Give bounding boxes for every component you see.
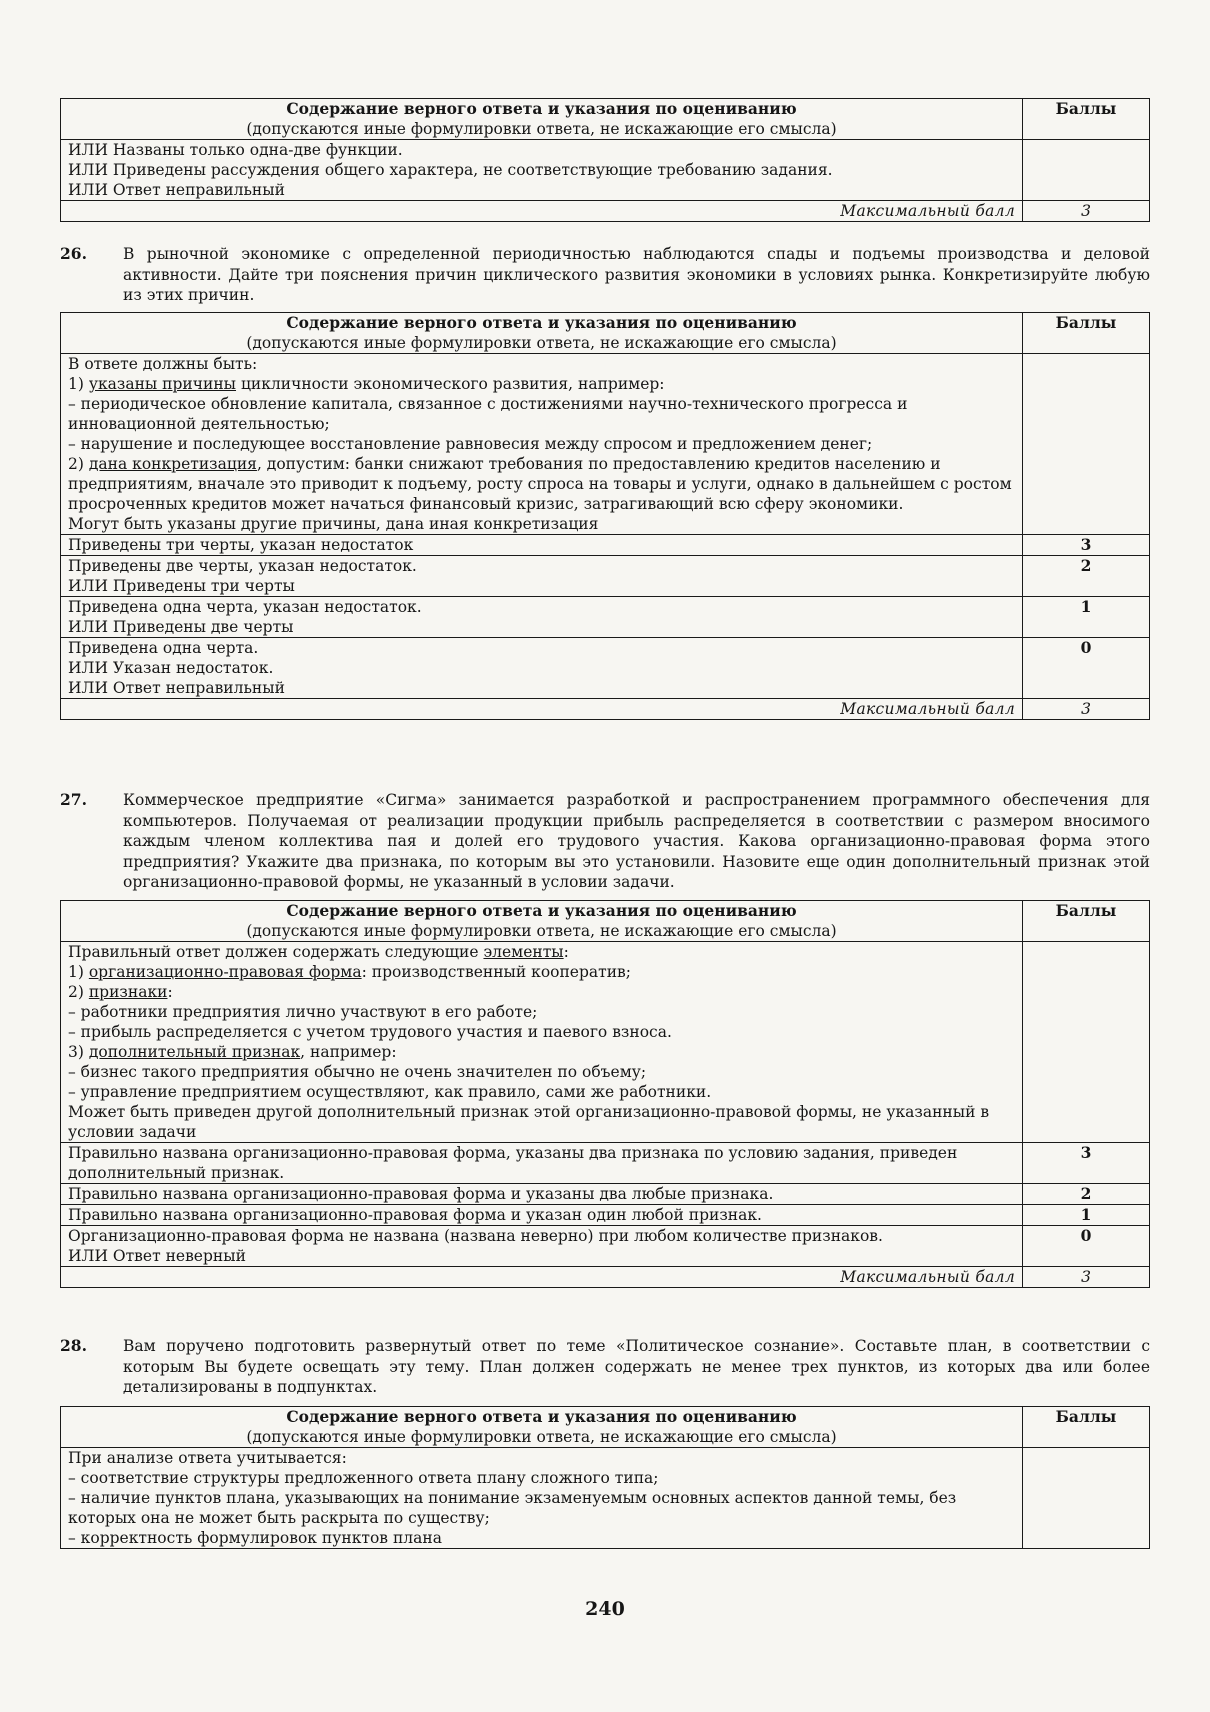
answer-line: 3) дополнительный признак, например: (68, 1043, 397, 1061)
table-header (61, 1407, 1023, 1448)
table-header-title: Содержание верного ответа и указания по оцениванию (286, 1407, 797, 1426)
max-score-value: 3 (1023, 699, 1150, 720)
criteria-line: ИЛИ Приведены рассуждения общего характера, не соответствующие требованию задания. (68, 161, 833, 179)
max-score-label: Максимальный балл (61, 201, 1023, 222)
answer-line: Могут быть указаны другие причины, дана иная конкретизация (68, 515, 599, 533)
score-value: 0 (1023, 1226, 1150, 1267)
task-number: 28. (60, 1336, 87, 1355)
criteria-row: Приведены две черты, указан недостаток. ИЛИ Приведены три черты (61, 556, 1023, 597)
criteria-row (61, 140, 1023, 201)
criteria-row: Правильно названа организационно-правовая форма и указан один любой признак. (61, 1205, 1023, 1226)
answer-line: 2) дана конкретизация, допустим: банки снижают требования по предоставлению кредитов населению и предприятиям, вначале это приводит к подъему, росту спроса на товары и услуги, однако в дальнейшем с ростом просроченных кредитов может начаться финансовый кризис, затрагивающий всю сферу экономики. (68, 455, 1012, 513)
table-header-subtitle: (допускаются иные формулировки ответа, не искажающие его смысла) (246, 120, 837, 138)
table-header-title: Содержание верного ответа и указания по оцениванию (286, 901, 797, 920)
points-column-header: Баллы (1055, 1407, 1117, 1426)
task-text: Коммерческое предприятие «Сигма» занимается разработкой и распространением программного обеспечения для компьютеров. Получаемая от реализации продукции прибыль распределяется в соответствии с размером вносимого каждым членом коллектива пая и долей его трудового участия. Какова организационно-правовая форма этого предприятия? Укажите два признака, по которым вы это установили. Назовите еще один дополнительный признак этой организационно-правовой формы, не указанный в условии задачи. (123, 791, 1150, 891)
criteria-row: Организационно-правовая форма не названа (названа неверно) при любом количестве признаков. ИЛИ Ответ неверный (61, 1226, 1023, 1267)
score-value: 0 (1023, 638, 1150, 699)
table-header-title: Содержание верного ответа и указания по оцениванию (286, 99, 797, 118)
answer-line: 2) признаки: (68, 983, 173, 1001)
score-value: 2 (1023, 1184, 1150, 1205)
task-text: Вам поручено подготовить развернутый ответ по теме «Политическое сознание». Составьте план, в соответствии с которым Вы будете освещать эту тему. План должен содержать не менее трех пунктов, из которых два или более детализированы в подпунктах. (123, 1337, 1150, 1396)
criteria-table-28 (60, 1406, 1150, 1549)
score-value: 1 (1023, 597, 1150, 638)
score-value: 2 (1023, 556, 1150, 597)
answer-line: – работники предприятия лично участвуют в его работе; (68, 1003, 538, 1021)
answer-line: – прибыль распределяется с учетом трудового участия и паевого взноса. (68, 1023, 672, 1041)
table-header (61, 313, 1023, 354)
criteria-row: Правильно названа организационно-правовая форма, указаны два признака по условию задания, приведен дополнительный признак. (61, 1143, 1023, 1184)
criteria-table-25 (60, 98, 1150, 222)
answer-line: – корректность формулировок пунктов плана (68, 1529, 442, 1547)
task-text: В рыночной экономике с определенной периодичностью наблюдаются спады и подъемы производства и деловой активности. Дайте три пояснения причин циклического развития экономики в условиях рынка. Конкретизируйте любую из этих причин. (123, 245, 1150, 304)
criteria-row: Приведена одна черта, указан недостаток. ИЛИ Приведены две черты (61, 597, 1023, 638)
task-number: 27. (60, 790, 87, 809)
table-header-subtitle: (допускаются иные формулировки ответа, не искажающие его смысла) (246, 1428, 837, 1446)
points-column-header: Баллы (1055, 99, 1117, 118)
answer-content (61, 1448, 1023, 1549)
answer-line: – наличие пунктов плана, указывающих на понимание экзаменуемым основных аспектов данной темы, без которых она не может быть раскрыта по существу; (68, 1489, 957, 1527)
task-27 (60, 790, 1150, 893)
max-score-label: Максимальный балл (61, 1267, 1023, 1288)
criteria-line: ИЛИ Ответ неправильный (68, 181, 285, 199)
answer-line: При анализе ответа учитывается: (68, 1449, 347, 1467)
max-score-label: Максимальный балл (61, 699, 1023, 720)
criteria-row: Приведены три черты, указан недостаток (61, 535, 1023, 556)
table-header (61, 99, 1023, 140)
answer-line: 1) организационно-правовая форма: производственный кооператив; (68, 963, 631, 981)
answer-line: – бизнес такого предприятия обычно не очень значителен по объему; (68, 1063, 647, 1081)
answer-line: – соответствие структуры предложенного ответа плану сложного типа; (68, 1469, 659, 1487)
score-value: 3 (1023, 1143, 1150, 1184)
criteria-row: Правильно названа организационно-правовая форма и указаны два любые признака. (61, 1184, 1023, 1205)
criteria-table-26 (60, 312, 1150, 720)
criteria-table-27 (60, 900, 1150, 1288)
answer-line: – нарушение и последующее восстановление равновесия между спросом и предложением денег; (68, 435, 873, 453)
table-header-title: Содержание верного ответа и указания по оцениванию (286, 313, 797, 332)
answer-content (61, 942, 1023, 1143)
table-header-subtitle: (допускаются иные формулировки ответа, не искажающие его смысла) (246, 334, 837, 352)
answer-line: – управление предприятием осуществляют, как правило, сами же работники. (68, 1083, 712, 1101)
criteria-line: ИЛИ Названы только одна-две функции. (68, 141, 403, 159)
answer-line: – периодическое обновление капитала, связанное с достижениями научно-технического прогресса и инновационной деятельностью; (68, 395, 908, 433)
answer-line: Правильный ответ должен содержать следующие элементы: (68, 943, 569, 961)
table-header-subtitle: (допускаются иные формулировки ответа, не искажающие его смысла) (246, 922, 837, 940)
task-26 (60, 244, 1150, 306)
points-column-header: Баллы (1055, 901, 1117, 920)
page-number: 240 (585, 1598, 625, 1620)
answer-line: 1) указаны причины цикличности экономического развития, например: (68, 375, 665, 393)
task-number: 26. (60, 244, 87, 263)
task-28 (60, 1336, 1150, 1398)
answer-content (61, 354, 1023, 535)
max-score-value: 3 (1023, 1267, 1150, 1288)
max-score-value: 3 (1023, 201, 1150, 222)
criteria-row: Приведена одна черта. ИЛИ Указан недостаток. ИЛИ Ответ неправильный (61, 638, 1023, 699)
points-column-header: Баллы (1055, 313, 1117, 332)
score-value: 3 (1023, 535, 1150, 556)
answer-line: Может быть приведен другой дополнительный признак этой организационно-правовой формы, не указанный в условии задачи (68, 1103, 990, 1141)
score-value: 1 (1023, 1205, 1150, 1226)
answer-line: В ответе должны быть: (68, 355, 258, 373)
table-header (61, 901, 1023, 942)
